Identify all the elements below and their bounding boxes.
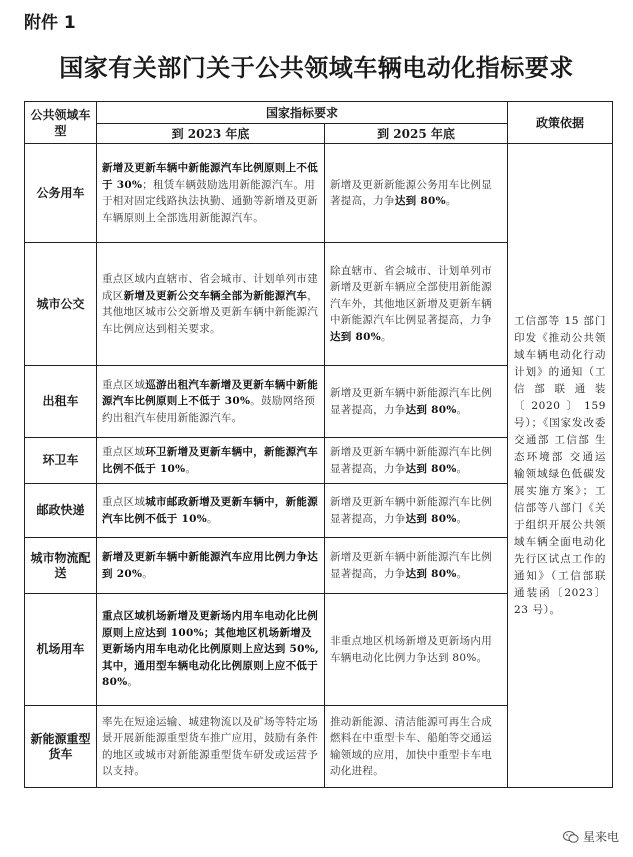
body-text: 率先在短途运输、城建物流以及矿场等特定场景开展新能源重型货车推广应用，鼓励有条件的地区或城市对新能源重型货车研发或运营予以支持。 xyxy=(102,715,318,777)
header-2023: 到 2023 年底 xyxy=(97,124,325,144)
body-text: 。 xyxy=(456,462,468,475)
cell-2023-target xyxy=(97,706,325,788)
body-text: 重点区域 xyxy=(102,378,146,391)
body-text: 。 xyxy=(185,462,197,475)
cell-2023-target xyxy=(97,484,325,538)
header-policy: 政策依据 xyxy=(508,102,613,144)
header-2025: 到 2025 年底 xyxy=(325,124,508,144)
watermark xyxy=(563,828,619,845)
annex-label: 附件 1 xyxy=(24,13,76,33)
cell-2025-target xyxy=(325,243,508,366)
row-category: 城市物流配送 xyxy=(25,538,97,594)
body-text: 新增及更新车辆中新能源汽车比例显著提高，力争 xyxy=(330,496,492,525)
body-text: 。 xyxy=(381,330,392,343)
cell-2025-target xyxy=(325,538,508,594)
body-text: 。 xyxy=(207,512,218,525)
body-text: ；租赁车辆鼓励选用新能源汽车。用于相对固定线路执法执勤、通勤等新增及更新车辆原则上全部选用新能源汽车。 xyxy=(102,178,318,224)
cell-2023-target xyxy=(97,144,325,243)
header-targets: 国家指标要求 xyxy=(97,102,508,124)
body-text: 新增及更新车辆中新能源汽车比例显著提高，力争 xyxy=(330,387,492,416)
cell-2023-target xyxy=(97,438,325,484)
body-text: 非重点地区机场新增及更新场内用车辆电动化比例力争达到 80%。 xyxy=(330,635,492,664)
body-text: 新增及更新车辆中新能源汽车比例显著提高，力争 xyxy=(330,446,492,475)
cell-2025-target xyxy=(325,438,508,484)
body-text: 。 xyxy=(456,567,468,580)
body-text: 。 xyxy=(456,512,468,525)
cell-2023-target xyxy=(97,594,325,706)
body-text: 推动新能源、清洁能源可再生合成燃料在中重型卡车、船舶等交通运输领域的应用，加快中重型卡车电动化进程。 xyxy=(330,715,492,777)
header-category: 公共领域车型 xyxy=(25,102,97,144)
body-text: 重点区域 xyxy=(102,496,146,508)
emphasis-text: 达到 80% xyxy=(330,330,382,343)
emphasis-text: 巡游出租汽车新增及更新车辆中新能源汽车比例原则上不低于 30% xyxy=(102,378,319,408)
emphasis-text: 环卫新增及更新车辆中，新能源汽车比例不低于 10% xyxy=(102,446,319,475)
emphasis-text: 新增及更新公交车辆全部为新能源汽车 xyxy=(123,289,308,302)
row-category: 邮政快递 xyxy=(25,484,97,538)
row-category: 公务用车 xyxy=(25,144,97,243)
body-text: 。 xyxy=(142,567,154,580)
cell-2023-target xyxy=(97,538,325,594)
policy-basis: 工信部等 15 部门印发《推动公共领域车辆电动化行动计划》的通知（工信部联通装〔2020〕159 号）；《国家发改委 交通部 工信部 生态环境部 交通运输领域绿色低碳发展实施方案》；工信部等八部门《关于组织开展公共领域车辆全面电动化先行区试点工作的通知》（工信部联通装函〔2023〕23 号）。 xyxy=(508,144,613,788)
body-text: 。鼓励网络预约出租汽车使用新能源汽车。 xyxy=(102,395,316,424)
wechat-icon xyxy=(563,831,579,843)
body-text: 新增及更新新能源公务用车比例显著提高，力争 xyxy=(330,178,492,207)
cell-2025-target xyxy=(325,484,508,538)
cell-2025-target xyxy=(325,706,508,788)
body-text: ，其他地区城市公交新增及更新车辆中新能源汽车比例应达到相关要求。 xyxy=(102,289,319,335)
cell-2025-target xyxy=(325,366,508,438)
body-text: 重点区域内直辖市、省会城市、计划单列市建成区 xyxy=(102,273,318,302)
row-category: 出租车 xyxy=(25,366,97,438)
body-text: 新增及更新车辆中新能源汽车比例显著提高，力争 xyxy=(330,551,492,580)
emphasis-text: 达到 80% xyxy=(405,403,457,416)
body-text: 重点区域 xyxy=(102,446,146,458)
row-category: 机场用车 xyxy=(25,594,97,706)
emphasis-text: 达到 80% xyxy=(405,512,457,525)
cell-2025-target xyxy=(325,144,508,243)
targets-table xyxy=(24,101,613,788)
body-text: 除直辖市、省会城市、计划单列市新增及更新车辆应全部使用新能源汽车外，其他地区新增及更新车辆中新能源汽车比例显著提高，力争 xyxy=(330,264,492,327)
table-row xyxy=(25,144,613,243)
row-category: 新能源重型货车 xyxy=(25,706,97,788)
cell-2023-target xyxy=(97,243,325,366)
emphasis-text: 新增及更新车辆中新能源汽车应用比例力争达到 20% xyxy=(102,551,318,580)
emphasis-text: 达到 80% xyxy=(394,195,446,207)
emphasis-text: 新增及更新车辆中新能源汽车比例原则上不低于 30% xyxy=(102,162,318,191)
page-title: 国家有关部门关于公共领域车辆电动化指标要求 xyxy=(59,53,574,82)
table-body xyxy=(25,144,613,788)
row-category: 环卫车 xyxy=(25,438,97,484)
body-text: 。 xyxy=(445,195,457,207)
emphasis-text: 达到 80% xyxy=(405,462,457,475)
row-category: 城市公交 xyxy=(25,243,97,366)
body-text: 。 xyxy=(456,403,468,416)
watermark-text: 星来电 xyxy=(582,830,619,844)
emphasis-text: 城市邮政新增及更新车辆中，新能源汽车比例不低于 10% xyxy=(102,496,319,525)
cell-2023-target xyxy=(97,366,325,438)
emphasis-text: 达到 80% xyxy=(405,567,457,580)
emphasis-text: 重点区域机场新增及更新场内用车电动化比例原则上应达到 100%；其他地区机场新增及更新场内用车电动化比例原则上应达到 50%,其中，通用型车辆电动化比例原则上应不低于 80% xyxy=(102,610,319,689)
body-text: 。 xyxy=(127,676,139,689)
cell-2025-target xyxy=(325,594,508,706)
